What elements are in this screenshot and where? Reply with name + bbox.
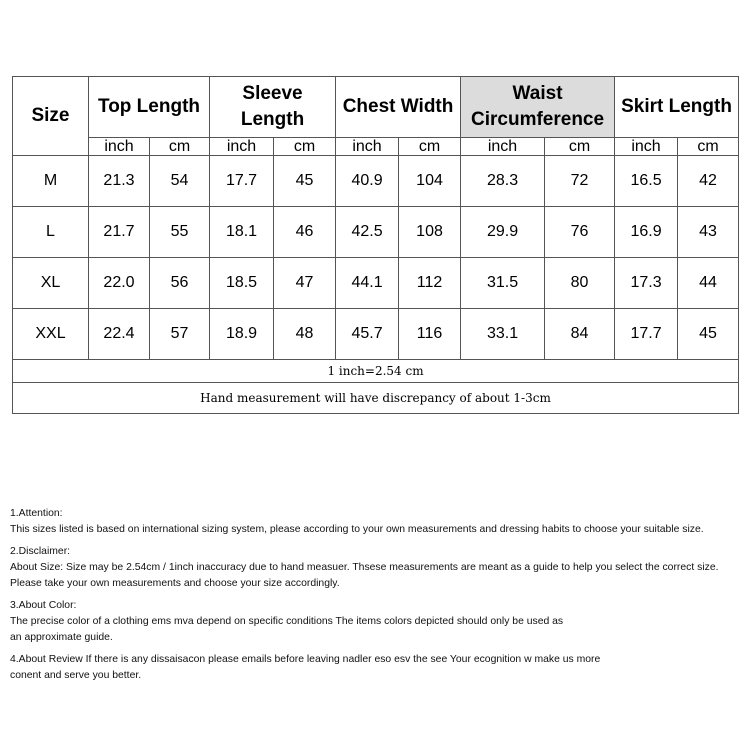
value-cell: 33.1 xyxy=(461,309,545,360)
note-line: About Size: Size may be 2.54cm / 1inch inaccuracy due to hand measuer. Thsese measurements are meant as a guide to help you select the correct size. xyxy=(10,562,719,573)
unit-cell: cm xyxy=(545,138,615,156)
note-line: an approximate guide. xyxy=(10,632,113,643)
table-row xyxy=(13,156,739,207)
value-cell: 42 xyxy=(678,156,739,207)
conversion-note: 1 inch=2.54 cm xyxy=(13,360,739,383)
value-cell: 40.9 xyxy=(336,156,399,207)
value-cell: 18.1 xyxy=(210,207,274,258)
header-chest-width: Chest Width xyxy=(336,77,461,138)
value-cell: 16.5 xyxy=(615,156,678,207)
header-row xyxy=(13,77,739,138)
size-cell: XL xyxy=(13,258,89,309)
note-line: The precise color of a clothing ems mva depend on specific conditions The items colors depicted should only be used as xyxy=(10,616,564,627)
value-cell: 17.7 xyxy=(615,309,678,360)
value-cell: 43 xyxy=(678,207,739,258)
value-cell: 48 xyxy=(274,309,336,360)
size-cell: XXL xyxy=(13,309,89,360)
value-cell: 108 xyxy=(399,207,461,258)
value-cell: 22.0 xyxy=(89,258,150,309)
unit-cell: inch xyxy=(89,138,150,156)
value-cell: 21.3 xyxy=(89,156,150,207)
value-cell: 44 xyxy=(678,258,739,309)
value-cell: 47 xyxy=(274,258,336,309)
note-line: Please take your own measurements and choose your size accordingly. xyxy=(10,578,340,589)
notes-section xyxy=(10,506,742,690)
value-cell: 80 xyxy=(545,258,615,309)
table-row xyxy=(13,207,739,258)
unit-cell: inch xyxy=(210,138,274,156)
note-line: This sizes listed is based on international sizing system, please according to your own measurements and dressing habits to choose your suitable size. xyxy=(10,524,704,535)
value-cell: 54 xyxy=(150,156,210,207)
header-skirt-length: Skirt Length xyxy=(615,77,739,138)
unit-cell: cm xyxy=(678,138,739,156)
value-cell: 18.5 xyxy=(210,258,274,309)
value-cell: 116 xyxy=(399,309,461,360)
note-title: 2.Disclaimer: xyxy=(10,546,71,557)
table-row xyxy=(13,258,739,309)
unit-cell: cm xyxy=(399,138,461,156)
size-cell: L xyxy=(13,207,89,258)
note-attention xyxy=(10,506,742,538)
value-cell: 56 xyxy=(150,258,210,309)
unit-cell: inch xyxy=(615,138,678,156)
value-cell: 104 xyxy=(399,156,461,207)
size-chart-table xyxy=(12,76,739,414)
unit-cell: cm xyxy=(274,138,336,156)
value-cell: 84 xyxy=(545,309,615,360)
unit-cell: cm xyxy=(150,138,210,156)
value-cell: 45 xyxy=(678,309,739,360)
note-title: 1.Attention: xyxy=(10,508,63,519)
note-about-review xyxy=(10,652,742,684)
value-cell: 18.9 xyxy=(210,309,274,360)
value-cell: 46 xyxy=(274,207,336,258)
note-about-color xyxy=(10,598,742,646)
value-cell: 44.1 xyxy=(336,258,399,309)
note-title: 3.About Color: xyxy=(10,600,77,611)
value-cell: 16.9 xyxy=(615,207,678,258)
note-line: 4.About Review If there is any dissaisacon please emails before leaving nadler eso esv the see Your ecognition w make us more xyxy=(10,654,601,665)
unit-cell: inch xyxy=(336,138,399,156)
size-cell: M xyxy=(13,156,89,207)
value-cell: 17.7 xyxy=(210,156,274,207)
header-waist-circumference: Waist Circumference xyxy=(461,77,615,138)
value-cell: 28.3 xyxy=(461,156,545,207)
value-cell: 17.3 xyxy=(615,258,678,309)
discrepancy-row xyxy=(13,383,739,414)
value-cell: 21.7 xyxy=(89,207,150,258)
value-cell: 45.7 xyxy=(336,309,399,360)
value-cell: 72 xyxy=(545,156,615,207)
note-line: conent and serve you better. xyxy=(10,670,142,681)
value-cell: 45 xyxy=(274,156,336,207)
header-size: Size xyxy=(13,77,89,156)
header-top-length: Top Length xyxy=(89,77,210,138)
header-sleeve-length: Sleeve Length xyxy=(210,77,336,138)
value-cell: 57 xyxy=(150,309,210,360)
table-row xyxy=(13,309,739,360)
value-cell: 55 xyxy=(150,207,210,258)
value-cell: 112 xyxy=(399,258,461,309)
value-cell: 76 xyxy=(545,207,615,258)
value-cell: 31.5 xyxy=(461,258,545,309)
conversion-row xyxy=(13,360,739,383)
unit-cell: inch xyxy=(461,138,545,156)
note-disclaimer xyxy=(10,544,742,592)
units-row xyxy=(13,138,739,156)
value-cell: 29.9 xyxy=(461,207,545,258)
discrepancy-note: Hand measurement will have discrepancy of about 1-3cm xyxy=(13,383,739,414)
value-cell: 42.5 xyxy=(336,207,399,258)
value-cell: 22.4 xyxy=(89,309,150,360)
